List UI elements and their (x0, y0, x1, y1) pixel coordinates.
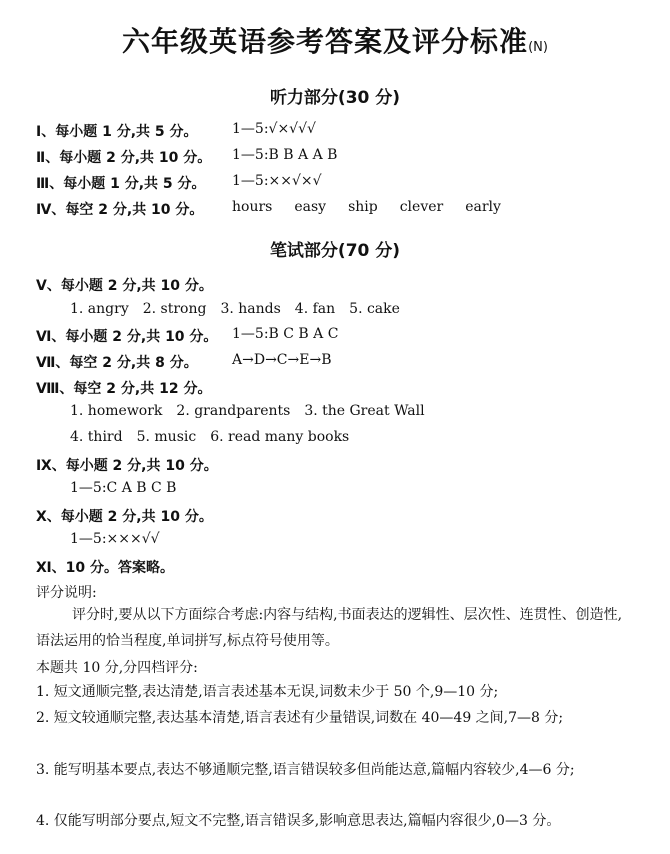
scoring-intro: 评分时,要从以下方面综合考虑:内容与结构,书面表达的逻辑性、层次性、连贯性、创造性,语法运用的恰当程度,单词拼写,标点符号使用等。 (36, 607, 623, 649)
fill-answer: 5. music (136, 429, 197, 445)
fill-answer: 1. angry (70, 301, 129, 317)
listening-heading: 听力部分(30 分) (269, 88, 401, 108)
fill-answer: 6. read many books (210, 429, 350, 445)
listening-item-2-label: Ⅱ、每小题 2 分,共 10 分。 (36, 150, 212, 166)
listening-item-4-words (232, 199, 523, 215)
section-ix-label: Ⅸ、每小题 2 分,共 10 分。 (36, 458, 218, 474)
writing-heading: 笔试部分(70 分) (269, 241, 401, 261)
scoring-heading: 评分说明: (36, 585, 97, 601)
scoring-level-2: 2. 短文较通顺完整,表达基本清楚,语言表述有少量错误,词数在 40—49 之间,7—8 分; (36, 710, 564, 726)
section-v-answers (70, 301, 414, 317)
listening-item-1-answer: 1—5:√×√√√ (232, 121, 316, 137)
section-xi-label: Ⅺ、10 分。答案略。 (36, 560, 175, 576)
listening-item-3-label: Ⅲ、每小题 1 分,共 5 分。 (36, 176, 206, 192)
scoring-level-3: 3. 能写明基本要点,表达不够通顺完整,语言错误较多但尚能达意,篇幅内容较少,4—6 分; (36, 762, 575, 778)
section-vi-answer: 1—5:B C B A C (232, 326, 339, 342)
fill-answer: 3. the Great Wall (304, 403, 425, 419)
section-x-label: Ⅹ、每小题 2 分,共 10 分。 (36, 509, 213, 525)
listening-item-4-label: Ⅳ、每空 2 分,共 10 分。 (36, 202, 204, 218)
fill-answer: 3. hands (220, 301, 281, 317)
scoring-level-4: 4. 仅能写明部分要点,短文不完整,语言错误多,影响意思表达,篇幅内容很少,0—3 分。 (36, 813, 561, 829)
section-viii-row-2 (70, 429, 363, 445)
section-vii-answer: A→D→C→E→B (232, 352, 332, 368)
listening-item-2-answer: 1—5:B B A A B (232, 147, 338, 163)
fill-answer: 2. strong (142, 301, 207, 317)
word-answer: ship (348, 199, 378, 215)
word-answer: hours (232, 199, 273, 215)
word-answer: easy (294, 199, 327, 215)
section-x-answer: 1—5:×××√√ (70, 531, 160, 547)
section-ix-answer: 1—5:C A B C B (70, 480, 177, 496)
section-viii-row-1 (70, 403, 439, 419)
scoring-level-1: 1. 短文通顺完整,表达清楚,语言表述基本无误,词数未少于 50 个,9—10 分; (36, 684, 499, 700)
fill-answer: 4. third (70, 429, 123, 445)
word-answer: clever (399, 199, 444, 215)
section-vii-label: Ⅶ、每空 2 分,共 8 分。 (36, 355, 198, 371)
listening-item-3-answer: 1—5:××√×√ (232, 173, 322, 189)
fill-answer: 1. homework (70, 403, 163, 419)
scoring-levels-heading: 本题共 10 分,分四档评分: (36, 660, 198, 676)
word-answer: early (465, 199, 501, 215)
listening-item-1-label: Ⅰ、每小题 1 分,共 5 分。 (36, 124, 198, 140)
fill-answer: 2. grandparents (176, 403, 291, 419)
title-text: 六年级英语参考答案及评分标准 (122, 25, 529, 58)
section-vi-label: Ⅵ、每小题 2 分,共 10 分。 (36, 329, 218, 345)
section-v-label: Ⅴ、每小题 2 分,共 10 分。 (36, 278, 213, 294)
title-suffix: (N) (528, 40, 548, 55)
section-viii-label: Ⅷ、每空 2 分,共 12 分。 (36, 381, 212, 397)
page-title (0, 20, 670, 60)
fill-answer: 4. fan (294, 301, 336, 317)
fill-answer: 5. cake (349, 301, 400, 317)
